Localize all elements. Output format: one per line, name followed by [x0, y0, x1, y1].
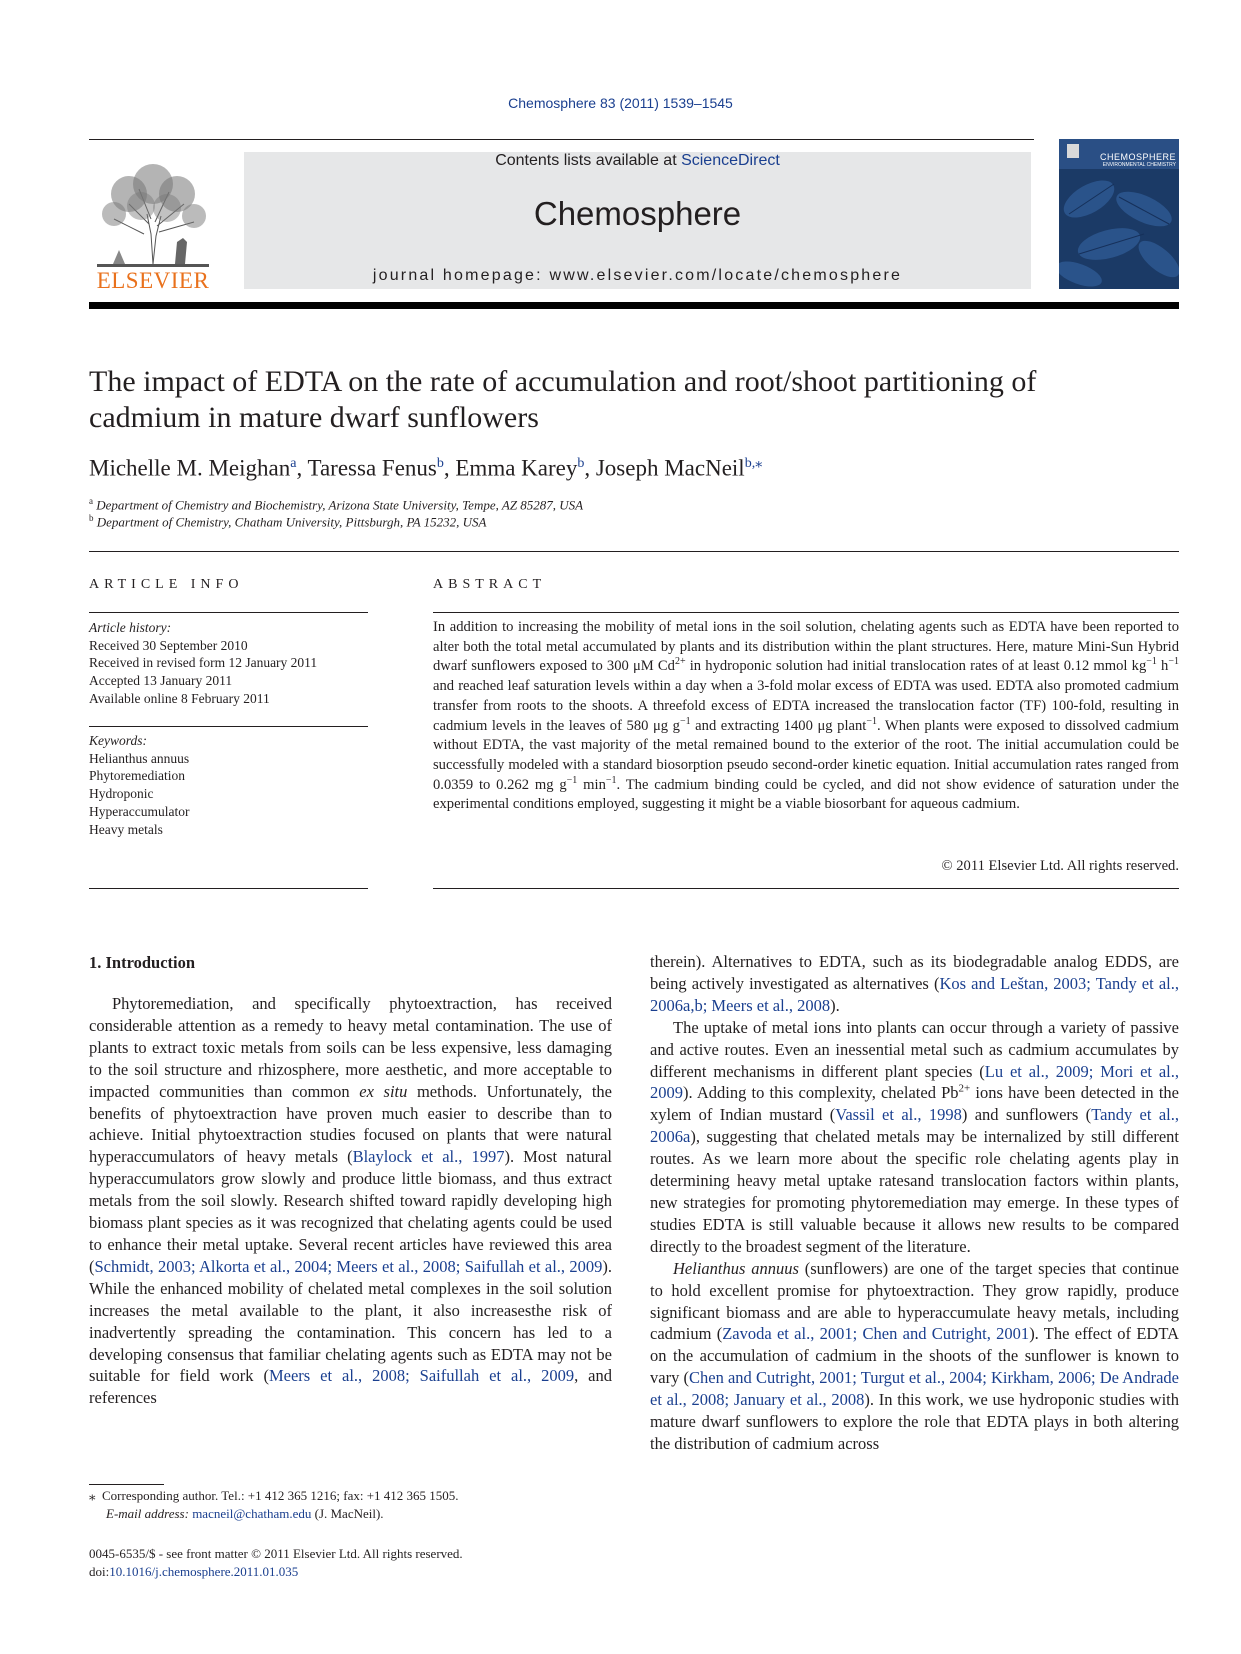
footnote-rule: [89, 1484, 164, 1485]
keyword-item: Hydroponic: [89, 786, 154, 802]
author-list: [89, 455, 762, 482]
italic-term: ex situ: [359, 1081, 408, 1101]
article-info-heading: ARTICLE INFO: [89, 577, 244, 592]
superscript: −1: [1168, 656, 1179, 668]
header-thick-rule: [89, 302, 1179, 309]
cover-title: CHEMOSPHERE: [1099, 152, 1176, 162]
text-run: ). While the enhanced mobility of chelated metal complexes in the soil solution increases the metal available to the plant, it also increasesthe risk of inadvertently spreading the contamination. This concern has led to a developing consensus that familiar chelating agents such as EDTA may not be suitable for field work (: [89, 1256, 612, 1386]
superscript: −1: [1146, 656, 1157, 668]
affiliation-b: $^b$ Department of Chemistry, Chatham University, Pittsburgh, PA 15232, USA: [89, 513, 487, 530]
keyword-item: Helianthus annuus: [89, 750, 190, 766]
keywords: [89, 732, 368, 838]
author-affiliation-marker[interactable]: b: [577, 456, 585, 471]
abstract-segment: In addition to increasing the mobility of metal ions in the soil solution, chelating agents such as EDTA have been reported to alter both the total metal accumulated by plants and its distribution within the plant structures. Here, mature Mini-Sun Hybrid dwarf sunflowers exposed to 300 μM Cd: [433, 619, 1179, 675]
text-run: methods. Unfortunately, the benefits of phytoextraction have proven much easier to describe than to achieve. Initial phytoextraction studies focused on plants that were natural hyperaccumulators of heavy metals (: [89, 1081, 612, 1167]
email-suffix: (J. MacNeil).: [311, 1506, 384, 1521]
intro-paragraph-1: [89, 993, 612, 1409]
keywords-rule: [89, 726, 368, 727]
citation-link[interactable]: Vassil et al., 1998: [835, 1105, 962, 1125]
abstract-segment: and extracting 1400 μg plant: [690, 717, 867, 734]
text-run: ). The effect of EDTA on the accumulation of cadmium in the shoots of the sunflower is known to vary (: [650, 1324, 1180, 1388]
citation-link[interactable]: Chen and Cutright, 2001; Turgut et al., 2004; Kirkham, 2006; De Andrade et al., 2008; January et al., 2008: [650, 1368, 1179, 1410]
author-name: Joseph MacNeil: [595, 455, 745, 481]
corresponding-author-footnote: [89, 1487, 649, 1523]
abstract-segment: . The cadmium binding could be cycled, and did not show evidence of saturation under the experimental conditions employed, suggesting it might be a viable biosorbant for aqueous cadmium.: [433, 776, 1179, 813]
citation-link[interactable]: Meers et al., 2008; Saifullah et al., 2009: [268, 1366, 575, 1386]
text-run: ). Most natural hyperaccumulators grow slowly and produce little biomass, and thus extract metals from the soil slowly. Research shifted toward rapidly developing high biomass plant species as it was recognized that chelating agents could be used to enhance their metal uptake. Several recent articles have reviewed this area (: [89, 1147, 612, 1276]
superscript: −1: [866, 715, 877, 727]
email-label: E-mail address:: [106, 1506, 193, 1521]
history-revised: Received in revised form 12 January 2011: [89, 655, 318, 671]
history-accepted: Accepted 13 January 2011: [89, 673, 233, 689]
author-separator: ,: [443, 455, 456, 481]
top-rule: [89, 139, 1034, 140]
citation-link[interactable]: Lu et al., 2009; Mori et al., 2009: [650, 1061, 1179, 1103]
abstract-heading: ABSTRACT: [433, 577, 547, 592]
superscript: 2+: [958, 1082, 971, 1095]
doi-label: doi:: [89, 1564, 110, 1579]
text-run: Phytoremediation, and specifically phytoextraction, has received considerable attention as a remedy to heavy metal contamination. The use of plants to extract toxic metals from soils can be less expensive, less damaging to the soil structure and rhizosphere, more aesthetic, and more acceptable to impacted communities than common: [89, 994, 612, 1101]
paper-title: The impact of EDTA on the rate of accumulation and root/shoot partitioning of cadmium in mature dwarf sunflowers: [89, 365, 1037, 434]
contents-line: [244, 152, 1031, 170]
citation-link[interactable]: Kos and Leštan, 2003; Tandy et al., 2006a,b; Meers et al., 2008: [650, 973, 1179, 1015]
text-run: ), suggesting that chelated metals may be internalized by still different routes. As we learn more about the specific role chelating agents play in determining heavy metal uptake ratesand translocation factors within plants, new strategies for promoting phytoremediation may emerge. In these types of studies EDTA is still valuable because it allows new results to be compared directly to the broadest segment of the literature.: [650, 1127, 1179, 1256]
text-run: therein). Alternatives to EDTA, such as its biodegradable analog EDDS, are being actively investigated as alternatives (: [650, 952, 1179, 993]
abstract-segment: . When plants were exposed to dissolved cadmium without EDTA, the vast majority of the metal remained bound to the exterior of the root. The initial accumulation could be successfully modeled with a standard biosorption pseudo second-order kinetic equation. Initial accumulation rates ranged from 0.0359 to 0.262 mg g: [433, 717, 1179, 793]
keyword-item: Hyperaccumulator: [89, 803, 190, 819]
email-link[interactable]: macneil@chatham.edu: [192, 1506, 312, 1521]
elsevier-wordmark[interactable]: ELSEVIER: [96, 268, 210, 293]
affiliation-b-text: Department of Chemistry, Chatham University, Pittsburgh, PA 15232, USA: [96, 514, 487, 530]
citation-link[interactable]: Blaylock et al., 1997: [352, 1147, 505, 1167]
keywords-label: Keywords:: [89, 733, 147, 748]
citation-link[interactable]: Schmidt, 2003; Alkorta et al., 2004; Meers et al., 2008; Saifullah et al., 2009: [94, 1256, 603, 1276]
abstract-copyright: © 2011 Elsevier Ltd. All rights reserved.: [941, 858, 1179, 874]
author-affiliation-marker[interactable]: b: [436, 456, 444, 471]
text-run: ions have been detected in the xylem of Indian mustard (: [650, 1083, 1179, 1125]
section-rule: [89, 551, 1179, 552]
intro-paragraph-3: [650, 1258, 1179, 1455]
superscript: −1: [605, 774, 617, 786]
author-separator: ,: [584, 455, 596, 481]
superscript: 2+: [674, 656, 686, 668]
author-separator: ,: [296, 455, 308, 481]
author-affiliation-marker[interactable]: a: [290, 456, 297, 471]
intro-paragraph-1-cont: [650, 951, 1179, 1017]
italic-term: Helianthus annuus: [673, 1258, 799, 1278]
history-received: Received 30 September 2010: [89, 637, 248, 653]
introduction-heading: 1. Introduction: [89, 953, 196, 972]
doi-link[interactable]: 10.1016/j.chemosphere.2011.01.035: [109, 1564, 299, 1579]
keyword-item: Heavy metals: [89, 821, 163, 837]
history-label: Article history:: [89, 620, 172, 635]
superscript: −1: [679, 715, 691, 727]
author-affiliation-marker[interactable]: b,⁎: [744, 456, 763, 471]
footnote-contact: Corresponding author. Tel.: +1 412 365 1216; fax: +1 412 365 1505.: [102, 1488, 459, 1503]
text-run: ).: [830, 995, 840, 1015]
abstract-text: [433, 618, 1179, 815]
cover-subtitle: ENVIRONMENTAL CHEMISTRY: [1102, 162, 1176, 168]
abstract-segment: in hydroponic solution had initial translocation rates of at least 0.12 mmol kg: [685, 658, 1147, 675]
text-run: (sunflowers) are one of the target species that continue to hold excellent promise for phytoextraction. They grow rapidly, produce significant biomass and are able to hyperaccumulate heavy metals, including cadmium (: [650, 1258, 1179, 1344]
journal-citation[interactable]: Chemosphere 83 (2011) 1539–1545: [508, 95, 733, 111]
text-run: ). Adding to this complexity, chelated Pb: [683, 1083, 959, 1103]
superscript: −1: [566, 774, 578, 786]
citation-link[interactable]: Zavoda et al., 2001; Chen and Cutright, 2001: [722, 1324, 1030, 1344]
abstract-rule: [433, 612, 1179, 613]
history-online: Available online 8 February 2011: [89, 690, 270, 706]
abstract-segment: min: [577, 776, 606, 793]
front-matter: [89, 1545, 649, 1581]
footnote-marker: ⁎: [89, 1488, 96, 1503]
journal-name: Chemosphere: [533, 195, 742, 232]
article-info-bottom-rule: [89, 888, 368, 889]
author-name: Taressa Fenus: [307, 455, 437, 481]
keyword-item: Phytoremediation: [89, 768, 185, 784]
article-history: [89, 619, 368, 708]
text-run: ) and sunflowers (: [961, 1105, 1092, 1125]
abstract-bottom-rule: [433, 888, 1179, 889]
sciencedirect-link[interactable]: ScienceDirect: [681, 152, 780, 169]
abstract-segment: h: [1156, 658, 1169, 675]
text-run: , and references: [89, 1366, 613, 1408]
journal-homepage[interactable]: journal homepage: www.elsevier.com/locate/chemosphere: [372, 267, 903, 284]
author-name: Emma Karey: [455, 455, 578, 481]
contents-prefix: Contents lists available at: [495, 152, 682, 169]
left-column: [89, 993, 612, 1409]
text-run: The uptake of metal ions into plants can occur through a variety of passive and active routes. Even an inessential metal such as cadmium accumulates by different mechanisms in different plant species (: [650, 1017, 1179, 1081]
affiliation-a: $^a$ Department of Chemistry and Biochemistry, Arizona State University, Tempe, AZ 85287, USA: [89, 496, 584, 513]
affiliation-a-text: Department of Chemistry and Biochemistry, Arizona State University, Tempe, AZ 85287, USA: [96, 497, 584, 513]
abstract-segment: and reached leaf saturation levels within a day when a 3-fold molar excess of EDTA was used. EDTA also promoted cadmium transfer from roots to the shoots. A threefold excess of EDTA increased the translocation factor (TF) 100-fold, resulting in cadmium levels in the leaves of 580 μg g: [433, 678, 1179, 734]
right-column: [650, 951, 1179, 1455]
author-name: Michelle M. Meighan: [89, 455, 291, 481]
issn-line: 0045-6535/$ - see front matter © 2011 Elsevier Ltd. All rights reserved.: [89, 1546, 463, 1561]
citation-link[interactable]: Tandy et al., 2006a: [650, 1105, 1179, 1147]
intro-paragraph-2: [650, 1017, 1179, 1258]
text-run: ). In this work, we use hydroponic studies with mature dwarf sunflowers to explore the role that EDTA plays in both altering the distribution of cadmium across: [650, 1390, 1179, 1453]
article-info-rule: [89, 612, 368, 613]
